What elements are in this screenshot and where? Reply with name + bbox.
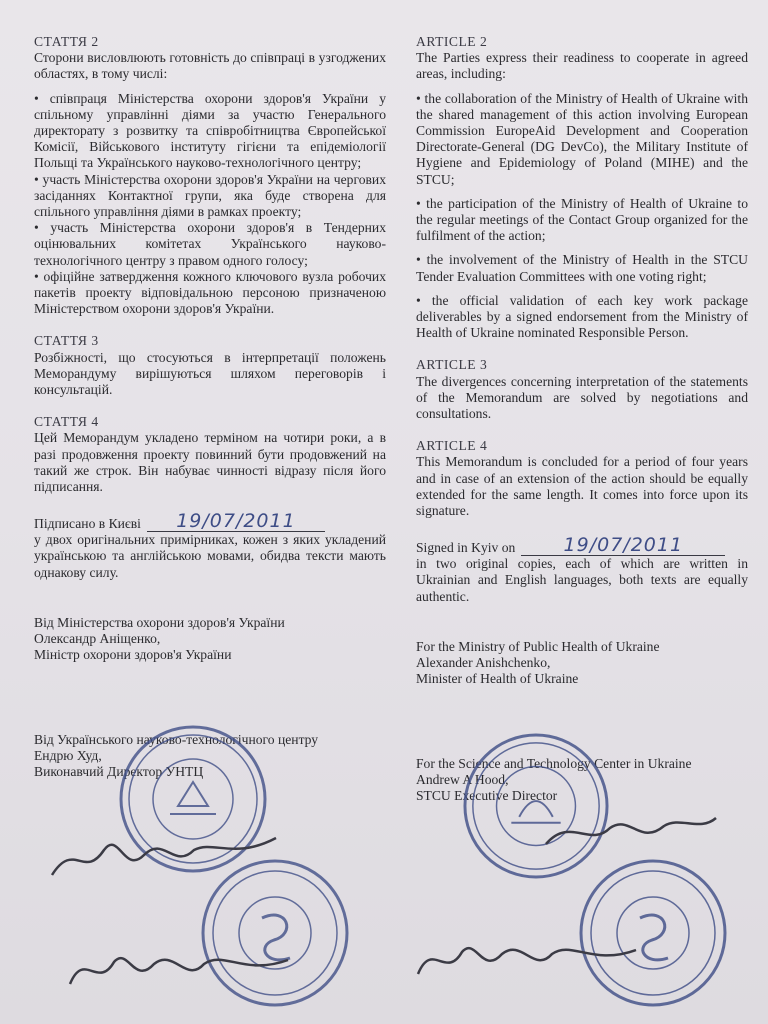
article3-text-uk: Розбіжності, що стосуються в інтерпретації положень Меморандуму вирішуються шляхом переговорів і консультацій. — [34, 349, 386, 398]
article3-text-en: The divergences concerning interpretation of the statements of the Memorandum are solved by negotiations and consultations. — [416, 373, 748, 422]
article2-item-en-4: • the official validation of each key work package deliverables by a signed endorsement from the Ministry of Health of Ukraine nominated Responsible Person. — [416, 292, 748, 341]
stcu-sign-line-uk-2: Ендрю Худ, — [34, 747, 102, 763]
article3-heading-en: ARTICLE 3 — [416, 357, 488, 373]
article2-item-uk-4: • офіційне затвердження кожного ключового вузла робочих пакетів проекту відповідальною персоною призначеною Міністерством охорони здоров'я України. — [34, 268, 386, 317]
director-signature-en — [412, 928, 642, 990]
signed-line-en — [416, 535, 748, 556]
ministry-sign-line-en-1: For the Ministry of Public Health of Ukraine — [416, 638, 660, 654]
ministry-signature-block-en — [416, 639, 748, 688]
signed-label-uk: Підписано в Києві — [34, 516, 141, 532]
article4-heading-en: ARTICLE 4 — [416, 438, 488, 454]
stcu-sign-line-en-3: STCU Executive Director — [416, 787, 558, 803]
stcu-stamp-uk — [200, 858, 350, 1008]
article4-text-en: This Memorandum is concluded for a period of four years and in case of an extension of the action should be equally extended for the same length. It comes into force upon its signature. — [416, 454, 748, 519]
article4-text-uk: Цей Меморандум укладено терміном на чотири роки, а в разі продовження проекту повинний бути продовжений на такий же строк. Він набуває чинності відразу після його підписання. — [34, 430, 386, 495]
minister-signature-en — [540, 806, 720, 856]
signed-line-uk — [34, 511, 386, 532]
ministry-sign-line-uk-3: Міністр охорони здоров'я України — [34, 647, 232, 663]
stcu-signature-block-en — [416, 756, 748, 805]
stcu-stamp-en — [578, 858, 728, 1008]
article2-heading-en: ARTICLE 2 — [416, 34, 488, 49]
ministry-sign-line-en-2: Alexander Anishchenko, — [416, 655, 551, 671]
minister-signature-uk — [44, 820, 284, 890]
signed-date-uk: 19/07/2011 — [147, 511, 325, 532]
stcu-sign-line-en-2: Andrew A Hood, — [416, 771, 509, 787]
article2-intro-en: The Parties express their readiness to cooperate in agreed areas, including: — [416, 50, 748, 82]
stcu-sign-line-en-1: For the Science and Technology Center in Ukraine — [416, 755, 692, 771]
article2-item-uk-1: • співпраця Міністерства охорони здоров'я України у спільному управлінні діями за участю Генерального директорату з розвитку та співробітництва Європейської Комісії, Військового інституту гігієни та епідеміології Польщі та Українського науково-технологічного центру; — [34, 90, 386, 171]
stcu-sign-line-uk-1: Від Українського науково-технологічного центру — [34, 731, 319, 747]
signed-date-en: 19/07/2011 — [521, 535, 725, 556]
article2-item-en-1: • the collaboration of the Ministry of Health of Ukraine with the shared management of this action involving European Commission EuropeAid Development and Cooperation Directorate-General (DG DevCo), the Military Institute of Hygiene and Epidemiology of Poland (MIHE) and the STCU; — [416, 90, 748, 187]
article2-item-en-2: • the participation of the Ministry of Health of Ukraine to the regular meetings of the Contact Group organized for the fulfilment of the action; — [416, 195, 748, 244]
director-signature-uk — [64, 940, 294, 1000]
article2-item-en-3: • the involvement of the Ministry of Health in the STCU Tender Evaluation Committees with one voting right; — [416, 252, 748, 284]
english-column — [416, 34, 748, 804]
ministry-sign-line-uk-2: Олександр Аніщенко, — [34, 631, 161, 647]
copies-text-en: in two original copies, each of which are written in Ukrainian and English languages, both texts are equally authentic. — [416, 556, 748, 604]
ukrainian-column — [34, 34, 386, 780]
ministry-signature-block-uk — [34, 615, 386, 664]
article2-item-uk-2: • участь Міністерства охорони здоров'я України на чергових засіданнях Контактної групи, яка буде створена для спільного управління діями в рамках проекту; — [34, 171, 386, 220]
article2-intro-uk: Сторони висловлюють готовність до співпраці в узгоджених областях, в тому числі: — [34, 50, 386, 82]
article3-heading-uk: СТАТТЯ 3 — [34, 333, 99, 349]
stcu-sign-line-uk-3: Виконавчий Директор УНТЦ — [34, 763, 204, 779]
article2-heading-uk: СТАТТЯ 2 — [34, 34, 99, 49]
article4-heading-uk: СТАТТЯ 4 — [34, 414, 99, 430]
article2-item-uk-3: • участь Міністерства охорони здоров'я в Тендерних оцінювальних комітетах Українського науково-технологічного центру з правом одного голосу; — [34, 220, 386, 268]
ministry-sign-line-en-3: Minister of Health of Ukraine — [416, 671, 579, 687]
stcu-signature-block-uk — [34, 732, 386, 781]
signed-label-en: Signed in Kyiv on — [416, 540, 516, 556]
ministry-sign-line-uk-1: Від Міністерства охорони здоров'я України — [34, 614, 285, 630]
copies-text-uk: у двох оригінальних примірниках, кожен з яких укладений українською та англійською мовами, обидва тексти мають однакову силу. — [34, 532, 386, 580]
